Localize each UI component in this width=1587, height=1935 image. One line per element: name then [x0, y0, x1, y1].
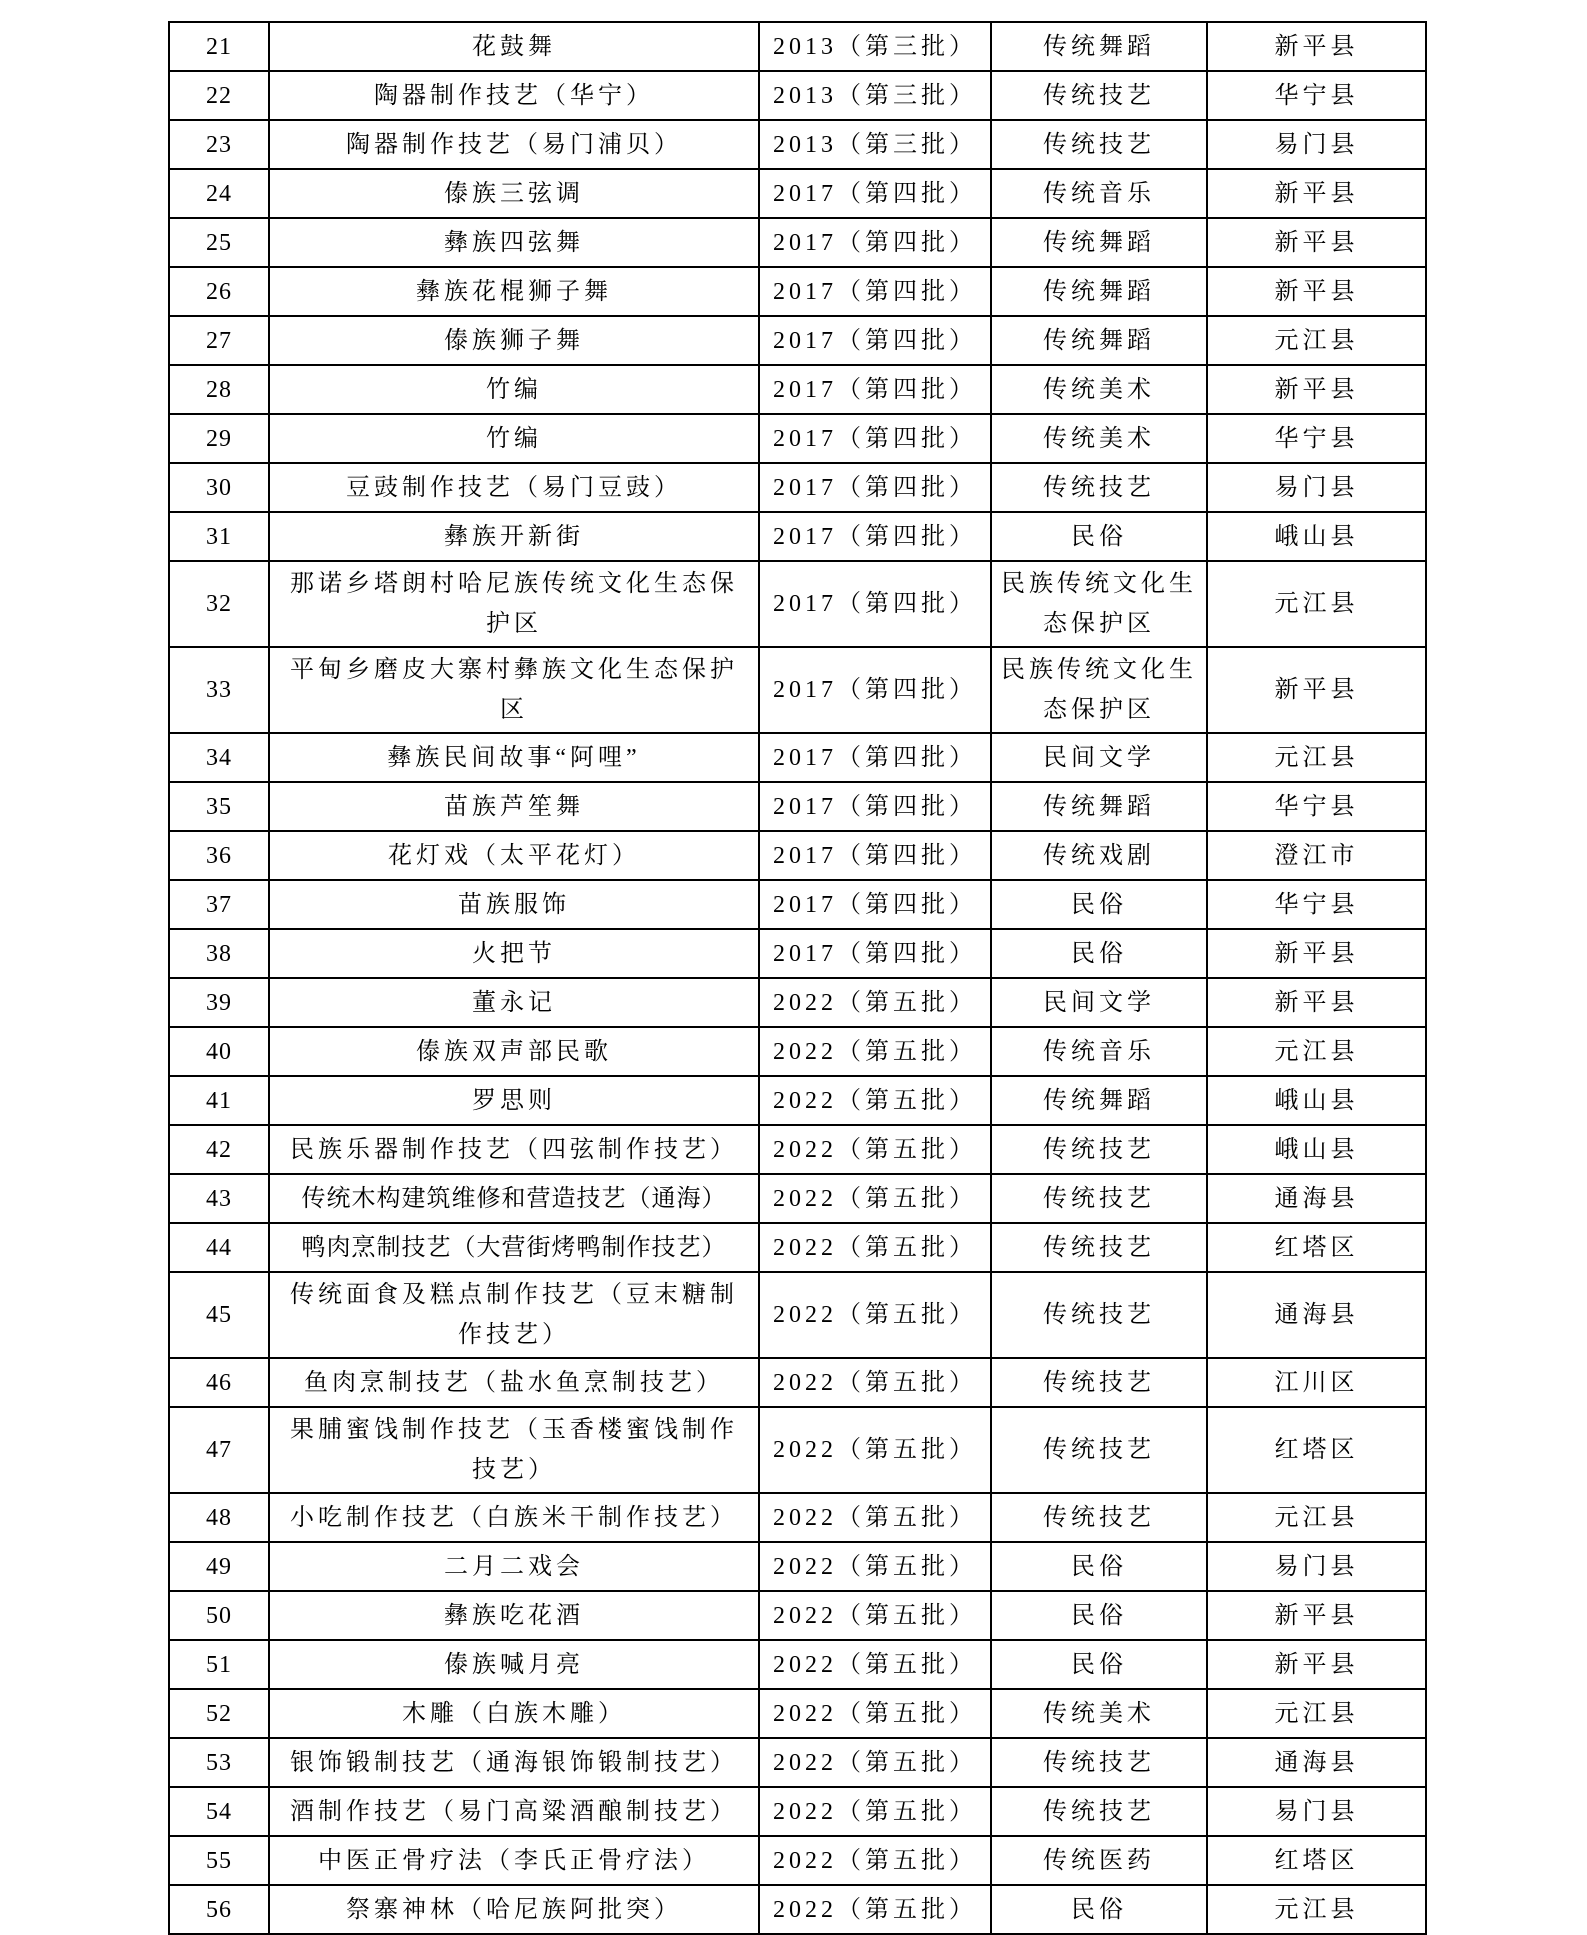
item-name-cell: 火把节: [269, 929, 759, 978]
item-name-cell: 傣族喊月亮: [269, 1640, 759, 1689]
table-row: [169, 1125, 1426, 1174]
region-cell: 新平县: [1207, 169, 1426, 218]
batch-year-cell: 2017（第四批）: [759, 414, 991, 463]
row-number-cell: 36: [169, 831, 269, 880]
row-number-cell: 53: [169, 1738, 269, 1787]
batch-year-cell: 2022（第五批）: [759, 1223, 991, 1272]
row-number-cell: 31: [169, 512, 269, 561]
batch-year-cell: 2022（第五批）: [759, 1542, 991, 1591]
item-name-cell: 苗族服饰: [269, 880, 759, 929]
region-cell: 易门县: [1207, 463, 1426, 512]
row-number-cell: 34: [169, 733, 269, 782]
region-cell: 新平县: [1207, 929, 1426, 978]
item-name-cell: 鱼肉烹制技艺（盐水鱼烹制技艺）: [269, 1358, 759, 1407]
item-name-cell: 董永记: [269, 978, 759, 1027]
batch-year-cell: 2017（第四批）: [759, 218, 991, 267]
row-number-cell: 26: [169, 267, 269, 316]
category-cell: 传统音乐: [991, 169, 1207, 218]
item-name-cell: 中医正骨疗法（李氏正骨疗法）: [269, 1836, 759, 1885]
item-name-cell: 小吃制作技艺（白族米干制作技艺）: [269, 1493, 759, 1542]
table-row: [169, 512, 1426, 561]
table-row: [169, 414, 1426, 463]
region-cell: 红塔区: [1207, 1836, 1426, 1885]
row-number-cell: 51: [169, 1640, 269, 1689]
table-row: [169, 978, 1426, 1027]
region-cell: 新平县: [1207, 1591, 1426, 1640]
row-number-cell: 43: [169, 1174, 269, 1223]
region-cell: 元江县: [1207, 1027, 1426, 1076]
region-cell: 新平县: [1207, 267, 1426, 316]
table-row: [169, 1223, 1426, 1272]
batch-year-cell: 2022（第五批）: [759, 1493, 991, 1542]
region-cell: 峨山县: [1207, 1076, 1426, 1125]
batch-year-cell: 2022（第五批）: [759, 1076, 991, 1125]
table-row: [169, 1174, 1426, 1223]
heritage-table: [168, 21, 1427, 1935]
region-cell: 新平县: [1207, 1640, 1426, 1689]
item-name-cell: 彝族开新街: [269, 512, 759, 561]
batch-year-cell: 2017（第四批）: [759, 463, 991, 512]
table-row: [169, 1076, 1426, 1125]
category-cell: 传统舞蹈: [991, 22, 1207, 71]
table-row: [169, 1358, 1426, 1407]
table-row: [169, 733, 1426, 782]
category-cell: 传统技艺: [991, 1125, 1207, 1174]
region-cell: 元江县: [1207, 1493, 1426, 1542]
row-number-cell: 28: [169, 365, 269, 414]
table-row: [169, 1885, 1426, 1934]
batch-year-cell: 2017（第四批）: [759, 512, 991, 561]
item-name-cell: 彝族花棍狮子舞: [269, 267, 759, 316]
item-name-cell: 传统木构建筑维修和营造技艺（通海）: [269, 1174, 759, 1223]
table-row: [169, 1407, 1426, 1493]
region-cell: 元江县: [1207, 1885, 1426, 1934]
batch-year-cell: 2017（第四批）: [759, 929, 991, 978]
row-number-cell: 35: [169, 782, 269, 831]
category-cell: 传统技艺: [991, 1223, 1207, 1272]
region-cell: 元江县: [1207, 316, 1426, 365]
category-cell: 传统音乐: [991, 1027, 1207, 1076]
batch-year-cell: 2017（第四批）: [759, 880, 991, 929]
table-row: [169, 463, 1426, 512]
batch-year-cell: 2017（第四批）: [759, 647, 991, 733]
item-name-cell: 果脯蜜饯制作技艺（玉香楼蜜饯制作技艺）: [269, 1407, 759, 1493]
item-name-cell: 花灯戏（太平花灯）: [269, 831, 759, 880]
row-number-cell: 47: [169, 1407, 269, 1493]
batch-year-cell: 2022（第五批）: [759, 1027, 991, 1076]
table-row: [169, 1493, 1426, 1542]
row-number-cell: 41: [169, 1076, 269, 1125]
batch-year-cell: 2022（第五批）: [759, 1885, 991, 1934]
row-number-cell: 56: [169, 1885, 269, 1934]
category-cell: 传统舞蹈: [991, 1076, 1207, 1125]
row-number-cell: 40: [169, 1027, 269, 1076]
item-name-cell: 民族乐器制作技艺（四弦制作技艺）: [269, 1125, 759, 1174]
table-row: [169, 647, 1426, 733]
row-number-cell: 23: [169, 120, 269, 169]
region-cell: 华宁县: [1207, 414, 1426, 463]
region-cell: 通海县: [1207, 1272, 1426, 1358]
row-number-cell: 45: [169, 1272, 269, 1358]
item-name-cell: 花鼓舞: [269, 22, 759, 71]
region-cell: 江川区: [1207, 1358, 1426, 1407]
row-number-cell: 50: [169, 1591, 269, 1640]
item-name-cell: 苗族芦笙舞: [269, 782, 759, 831]
category-cell: 民俗: [991, 512, 1207, 561]
category-cell: 民族传统文化生态保护区: [991, 647, 1207, 733]
batch-year-cell: 2022（第五批）: [759, 1407, 991, 1493]
row-number-cell: 54: [169, 1787, 269, 1836]
table-row: [169, 316, 1426, 365]
category-cell: 传统美术: [991, 365, 1207, 414]
item-name-cell: 罗思则: [269, 1076, 759, 1125]
item-name-cell: 彝族吃花酒: [269, 1591, 759, 1640]
item-name-cell: 酒制作技艺（易门高粱酒酿制技艺）: [269, 1787, 759, 1836]
category-cell: 传统技艺: [991, 1358, 1207, 1407]
category-cell: 传统舞蹈: [991, 218, 1207, 267]
category-cell: 民俗: [991, 1885, 1207, 1934]
category-cell: 传统技艺: [991, 1493, 1207, 1542]
table-row: [169, 782, 1426, 831]
category-cell: 民间文学: [991, 978, 1207, 1027]
item-name-cell: 傣族三弦调: [269, 169, 759, 218]
region-cell: 通海县: [1207, 1738, 1426, 1787]
region-cell: 新平县: [1207, 978, 1426, 1027]
batch-year-cell: 2022（第五批）: [759, 1591, 991, 1640]
row-number-cell: 44: [169, 1223, 269, 1272]
row-number-cell: 33: [169, 647, 269, 733]
batch-year-cell: 2022（第五批）: [759, 1272, 991, 1358]
batch-year-cell: 2017（第四批）: [759, 267, 991, 316]
category-cell: 民俗: [991, 1591, 1207, 1640]
table-row: [169, 218, 1426, 267]
item-name-cell: 竹编: [269, 365, 759, 414]
category-cell: 传统舞蹈: [991, 267, 1207, 316]
table-row: [169, 929, 1426, 978]
category-cell: 传统美术: [991, 1689, 1207, 1738]
region-cell: 元江县: [1207, 561, 1426, 647]
region-cell: 新平县: [1207, 22, 1426, 71]
item-name-cell: 鸭肉烹制技艺（大营街烤鸭制作技艺）: [269, 1223, 759, 1272]
category-cell: 传统技艺: [991, 1272, 1207, 1358]
heritage-table-body: [169, 22, 1426, 1934]
table-row: [169, 169, 1426, 218]
batch-year-cell: 2017（第四批）: [759, 782, 991, 831]
batch-year-cell: 2013（第三批）: [759, 22, 991, 71]
category-cell: 传统技艺: [991, 1787, 1207, 1836]
batch-year-cell: 2013（第三批）: [759, 120, 991, 169]
item-name-cell: 那诺乡塔朗村哈尼族传统文化生态保护区: [269, 561, 759, 647]
category-cell: 传统技艺: [991, 1407, 1207, 1493]
row-number-cell: 55: [169, 1836, 269, 1885]
region-cell: 红塔区: [1207, 1407, 1426, 1493]
row-number-cell: 39: [169, 978, 269, 1027]
region-cell: 元江县: [1207, 1689, 1426, 1738]
category-cell: 传统技艺: [991, 120, 1207, 169]
region-cell: 新平县: [1207, 365, 1426, 414]
table-row: [169, 1836, 1426, 1885]
table-row: [169, 831, 1426, 880]
item-name-cell: 平甸乡磨皮大寨村彝族文化生态保护区: [269, 647, 759, 733]
table-row: [169, 880, 1426, 929]
table-row: [169, 1027, 1426, 1076]
category-cell: 民俗: [991, 929, 1207, 978]
table-row: [169, 1738, 1426, 1787]
batch-year-cell: 2022（第五批）: [759, 1689, 991, 1738]
table-row: [169, 561, 1426, 647]
table-row: [169, 1640, 1426, 1689]
region-cell: 新平县: [1207, 218, 1426, 267]
row-number-cell: 37: [169, 880, 269, 929]
region-cell: 通海县: [1207, 1174, 1426, 1223]
row-number-cell: 46: [169, 1358, 269, 1407]
category-cell: 传统技艺: [991, 1174, 1207, 1223]
batch-year-cell: 2022（第五批）: [759, 1125, 991, 1174]
region-cell: 华宁县: [1207, 880, 1426, 929]
item-name-cell: 二月二戏会: [269, 1542, 759, 1591]
batch-year-cell: 2017（第四批）: [759, 831, 991, 880]
region-cell: 华宁县: [1207, 71, 1426, 120]
item-name-cell: 陶器制作技艺（易门浦贝）: [269, 120, 759, 169]
table-row: [169, 1591, 1426, 1640]
item-name-cell: 银饰锻制技艺（通海银饰锻制技艺）: [269, 1738, 759, 1787]
item-name-cell: 祭寨神林（哈尼族阿批突）: [269, 1885, 759, 1934]
batch-year-cell: 2022（第五批）: [759, 978, 991, 1027]
batch-year-cell: 2017（第四批）: [759, 365, 991, 414]
region-cell: 元江县: [1207, 733, 1426, 782]
region-cell: 易门县: [1207, 120, 1426, 169]
batch-year-cell: 2022（第五批）: [759, 1640, 991, 1689]
category-cell: 传统戏剧: [991, 831, 1207, 880]
row-number-cell: 42: [169, 1125, 269, 1174]
row-number-cell: 48: [169, 1493, 269, 1542]
row-number-cell: 24: [169, 169, 269, 218]
batch-year-cell: 2017（第四批）: [759, 561, 991, 647]
item-name-cell: 彝族民间故事“阿哩”: [269, 733, 759, 782]
category-cell: 传统舞蹈: [991, 782, 1207, 831]
batch-year-cell: 2013（第三批）: [759, 71, 991, 120]
table-row: [169, 71, 1426, 120]
item-name-cell: 竹编: [269, 414, 759, 463]
table-row: [169, 267, 1426, 316]
batch-year-cell: 2022（第五批）: [759, 1174, 991, 1223]
row-number-cell: 27: [169, 316, 269, 365]
category-cell: 民俗: [991, 1542, 1207, 1591]
row-number-cell: 49: [169, 1542, 269, 1591]
table-row: [169, 1787, 1426, 1836]
category-cell: 传统技艺: [991, 463, 1207, 512]
table-row: [169, 1272, 1426, 1358]
batch-year-cell: 2017（第四批）: [759, 169, 991, 218]
row-number-cell: 38: [169, 929, 269, 978]
batch-year-cell: 2022（第五批）: [759, 1358, 991, 1407]
row-number-cell: 29: [169, 414, 269, 463]
row-number-cell: 22: [169, 71, 269, 120]
category-cell: 民族传统文化生态保护区: [991, 561, 1207, 647]
region-cell: 新平县: [1207, 647, 1426, 733]
row-number-cell: 30: [169, 463, 269, 512]
table-row: [169, 1689, 1426, 1738]
batch-year-cell: 2017（第四批）: [759, 316, 991, 365]
region-cell: 易门县: [1207, 1542, 1426, 1591]
category-cell: 民俗: [991, 880, 1207, 929]
table-row: [169, 120, 1426, 169]
row-number-cell: 32: [169, 561, 269, 647]
item-name-cell: 传统面食及糕点制作技艺（豆末糖制作技艺）: [269, 1272, 759, 1358]
item-name-cell: 木雕（白族木雕）: [269, 1689, 759, 1738]
row-number-cell: 52: [169, 1689, 269, 1738]
item-name-cell: 傣族双声部民歌: [269, 1027, 759, 1076]
category-cell: 传统医药: [991, 1836, 1207, 1885]
category-cell: 传统技艺: [991, 71, 1207, 120]
row-number-cell: 21: [169, 22, 269, 71]
region-cell: 峨山县: [1207, 512, 1426, 561]
batch-year-cell: 2017（第四批）: [759, 733, 991, 782]
region-cell: 峨山县: [1207, 1125, 1426, 1174]
item-name-cell: 豆豉制作技艺（易门豆豉）: [269, 463, 759, 512]
region-cell: 澄江市: [1207, 831, 1426, 880]
item-name-cell: 彝族四弦舞: [269, 218, 759, 267]
table-row: [169, 365, 1426, 414]
category-cell: 传统舞蹈: [991, 316, 1207, 365]
region-cell: 华宁县: [1207, 782, 1426, 831]
batch-year-cell: 2022（第五批）: [759, 1836, 991, 1885]
batch-year-cell: 2022（第五批）: [759, 1738, 991, 1787]
category-cell: 民间文学: [991, 733, 1207, 782]
region-cell: 易门县: [1207, 1787, 1426, 1836]
row-number-cell: 25: [169, 218, 269, 267]
category-cell: 传统美术: [991, 414, 1207, 463]
category-cell: 民俗: [991, 1640, 1207, 1689]
category-cell: 传统技艺: [991, 1738, 1207, 1787]
table-row: [169, 1542, 1426, 1591]
table-row: [169, 22, 1426, 71]
batch-year-cell: 2022（第五批）: [759, 1787, 991, 1836]
region-cell: 红塔区: [1207, 1223, 1426, 1272]
item-name-cell: 傣族狮子舞: [269, 316, 759, 365]
item-name-cell: 陶器制作技艺（华宁）: [269, 71, 759, 120]
